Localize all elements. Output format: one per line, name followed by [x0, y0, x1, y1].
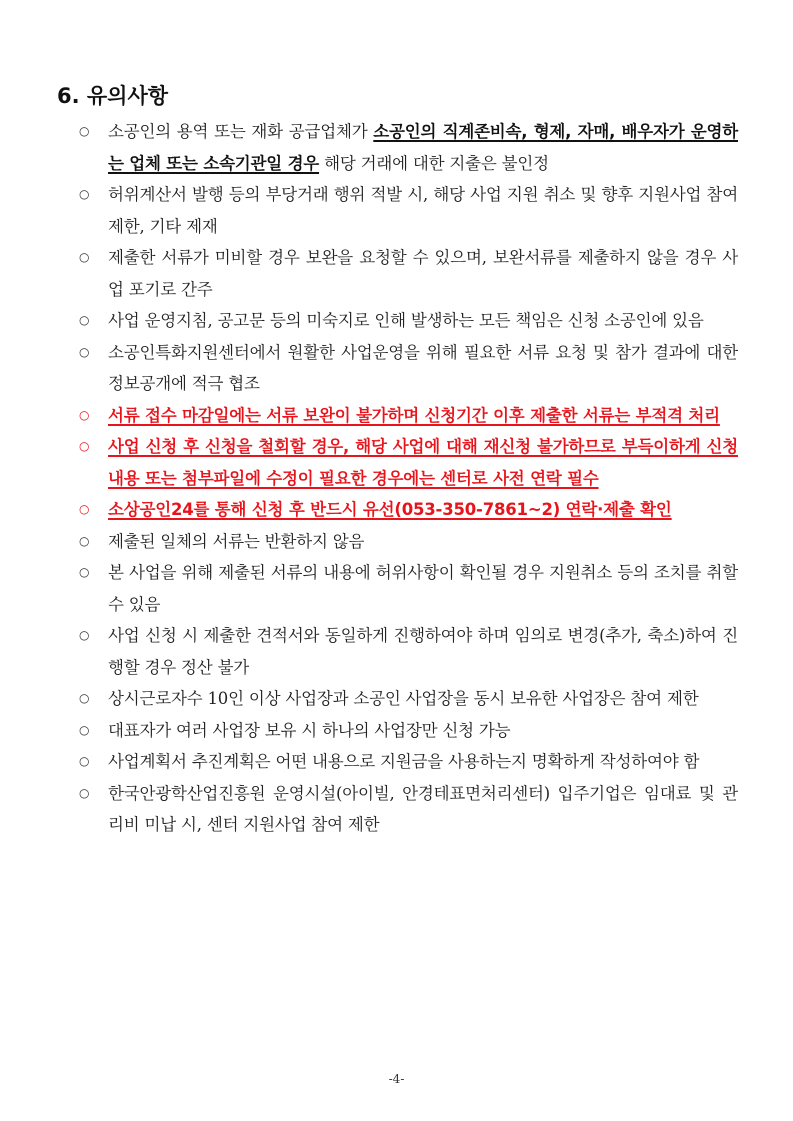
list-item: ○ 소공인특화지원센터에서 원활한 사업운영을 위해 필요한 서류 요청 및 참가 결과에 대한 정보공개에 적극 협조	[76, 337, 738, 400]
bullet: ○	[79, 439, 90, 453]
bullet: ○	[79, 187, 90, 201]
notes-list	[76, 116, 738, 841]
bullet: ○	[79, 124, 90, 138]
list-item-warning: ○ 사업 신청 후 신청을 철회할 경우, 해당 사업에 대해 재신청 불가하므로 부득이하게 신청 내용 또는 첨부파일에 수정이 필요한 경우에는 센터로 사전 연락 필수	[76, 431, 738, 494]
bullet: ○	[79, 313, 90, 327]
list-item: ○ 사업계획서 추진계획은 어떤 내용으로 지원금을 사용하는지 명확하게 작성하여야 함	[76, 746, 738, 778]
bullet: ○	[79, 754, 90, 768]
bullet: ○	[79, 533, 90, 548]
list-item: ○ 상시근로자수 10인 이상 사업장과 소공인 사업장을 동시 보유한 사업장은 참여 제한	[76, 683, 738, 715]
list-item: ○ 제출한 서류가 미비할 경우 보완을 요청할 수 있으며, 보완서류를 제출하지 않을 경우 사업 포기로 간주	[76, 242, 738, 305]
bullet: ○	[79, 407, 90, 422]
bullet: ○	[79, 250, 90, 264]
list-item: ○ 허위계산서 발행 등의 부당거래 행위 적발 시, 해당 사업 지원 취소 및 향후 지원사업 참여 제한, 기타 제재	[76, 179, 738, 242]
list-item: ○ 본 사업을 위해 제출된 서류의 내용에 허위사항이 확인될 경우 지원취소 등의 조치를 취할 수 있음	[76, 557, 738, 620]
section-heading: 6. 유의사항	[57, 84, 169, 108]
page-number: -4-	[388, 1072, 405, 1086]
bullet: ○	[79, 785, 90, 800]
list-item: ○ 제출된 일체의 서류는 반환하지 않음	[76, 526, 738, 558]
list-item-warning: ○ 소상공인24를 통해 신청 후 반드시 유선(053-350-7861~2) 연락·제출 확인	[76, 494, 738, 526]
list-item-warning: ○ 서류 접수 마감일에는 서류 보완이 불가하며 신청기간 이후 제출한 서류는 부적격 처리	[76, 400, 738, 432]
bullet: ○	[79, 691, 90, 705]
list-item: ○ 사업 운영지침, 공고문 등의 미숙지로 인해 발생하는 모든 책임은 신청 소공인에 있음	[76, 305, 738, 337]
bullet: ○	[79, 502, 90, 516]
emphasis-underline: 소공인의 직계존비속, 형제, 자매, 배우자가 운영하는 업체 또는 소속기관일 경우	[108, 122, 738, 173]
list-item: ○ 한국안광학산업진흥원 운영시설(아이빌, 안경테표면처리센터) 입주기업은 임대료 및 관리비 미납 시, 센터 지원사업 참여 제한	[76, 778, 738, 841]
list-item: ○ 사업 신청 시 제출한 견적서와 동일하게 진행하여야 하며 임의로 변경(추가, 축소)하여 진행할 경우 정산 불가	[76, 620, 738, 683]
bullet: ○	[79, 722, 90, 737]
bullet: ○	[79, 628, 90, 642]
list-item: ○ 소공인의 용역 또는 재화 공급업체가 소공인의 직계존비속, 형제, 자매, 배우자가 운영하는 업체 또는 소속기관일 경우 해당 거래에 대한 지출은 불인정	[76, 116, 738, 179]
bullet: ○	[79, 565, 90, 579]
list-item: ○ 대표자가 여러 사업장 보유 시 하나의 사업장만 신청 가능	[76, 715, 738, 747]
bullet: ○	[79, 344, 90, 359]
